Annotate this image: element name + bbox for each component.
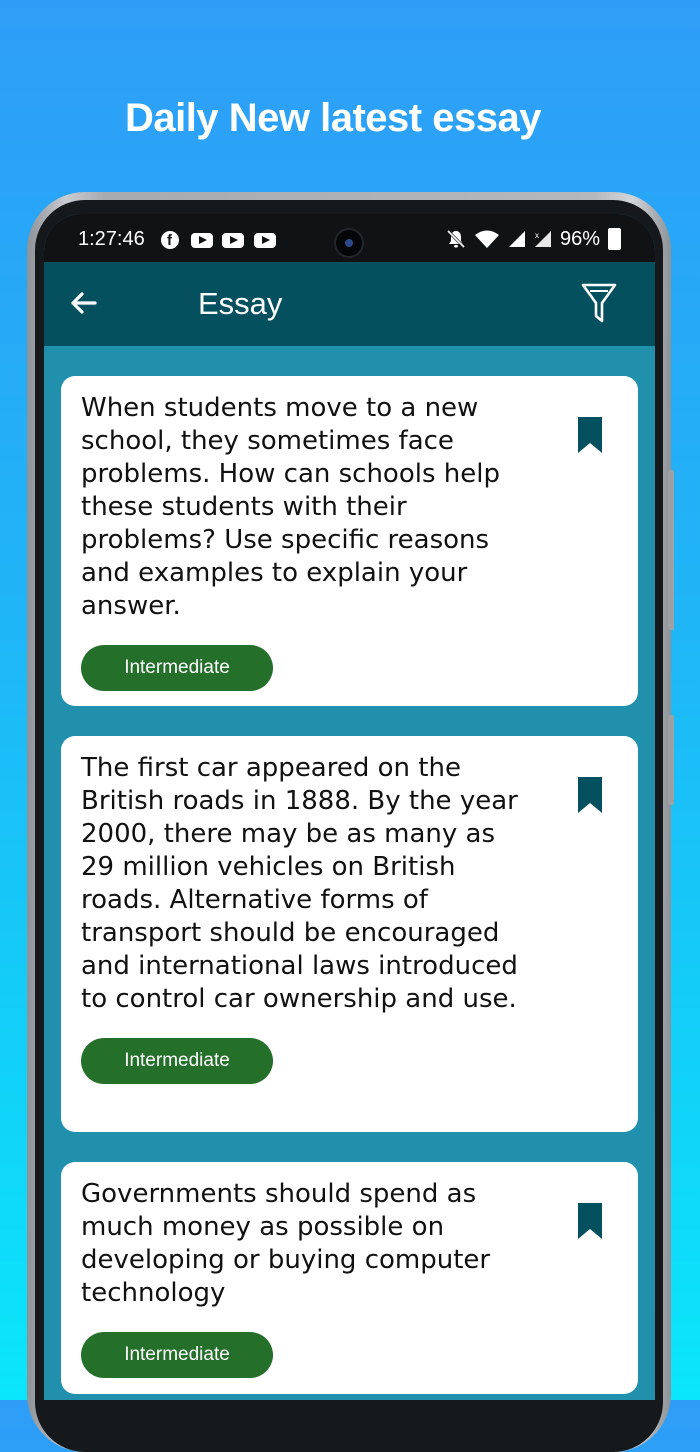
essay-text: When students move to a new school, they sometimes face problems. How can schools help these students with their problems? Use specific reasons and examples to explain your answer. <box>81 393 500 621</box>
youtube-icon <box>254 233 276 248</box>
page-title: Essay <box>198 286 283 321</box>
battery-icon <box>608 228 621 250</box>
bookmark-icon[interactable] <box>578 777 602 813</box>
signal-icon <box>534 230 552 248</box>
youtube-icon <box>191 233 213 248</box>
promo-headline: Daily New latest essay <box>125 96 541 140</box>
facebook-icon: f <box>161 231 179 249</box>
battery-percent: 96% <box>559 227 600 250</box>
bell-off-icon <box>446 229 466 249</box>
power-button <box>668 470 674 630</box>
essay-card[interactable] <box>61 736 638 1132</box>
app-bar <box>44 262 655 346</box>
essay-card[interactable] <box>61 376 638 706</box>
status-bar <box>44 214 655 262</box>
front-camera <box>336 230 362 256</box>
svg-text:x: x <box>534 231 539 240</box>
status-icons <box>446 228 621 250</box>
filter-icon[interactable] <box>581 282 617 324</box>
youtube-icon <box>222 233 244 248</box>
essay-text: The first car appeared on the British roads in 1888. By the year 2000, there may be as many as 29 million vehicles on British roads. Alternative forms of transport should be encouraged and international laws introduced to control car ownership and use. <box>81 753 518 1014</box>
volume-button <box>668 715 674 805</box>
bookmark-icon[interactable] <box>578 417 602 453</box>
level-badge[interactable]: Intermediate <box>81 1332 273 1378</box>
arrow-left-icon[interactable] <box>68 288 98 318</box>
wifi-icon <box>474 229 500 249</box>
signal-icon <box>508 230 526 248</box>
essay-text: Governments should spend as much money as possible on developing or buying computer technology <box>81 1179 491 1308</box>
phone-screen <box>44 214 655 1400</box>
bookmark-icon[interactable] <box>578 1203 602 1239</box>
status-time: 1:27:46 <box>78 228 145 250</box>
level-badge[interactable]: Intermediate <box>81 1038 273 1084</box>
essay-card[interactable] <box>61 1162 638 1394</box>
essay-list <box>61 376 638 1400</box>
level-badge[interactable]: Intermediate <box>81 645 273 691</box>
